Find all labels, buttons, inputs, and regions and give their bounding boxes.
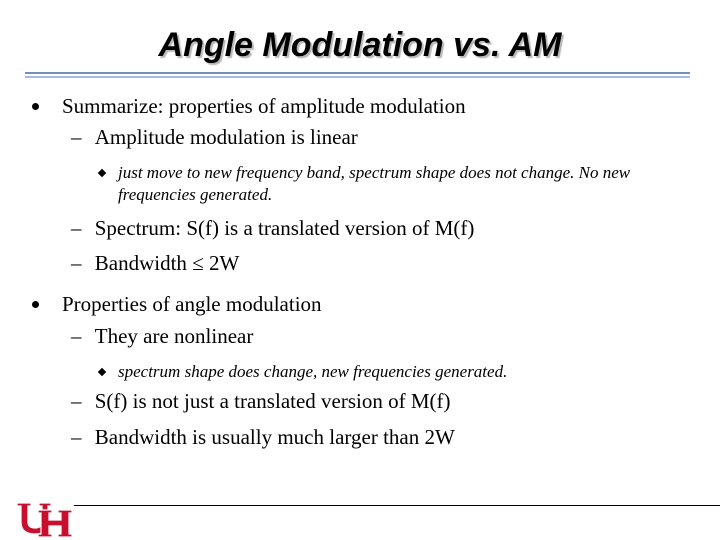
detail-text: spectrum shape does change, new frequencies generated. xyxy=(118,362,508,381)
bullet-text: Properties of angle modulation xyxy=(62,292,322,316)
sub-bullet-linear xyxy=(71,124,358,150)
dash-icon: – xyxy=(71,389,82,413)
sub-bullet-text: Amplitude modulation is linear xyxy=(94,125,358,149)
dash-icon: – xyxy=(71,425,82,449)
dash-icon: – xyxy=(71,251,82,275)
dash-icon: – xyxy=(71,324,82,348)
detail-no-new-frequencies xyxy=(118,162,658,206)
slide-title: Angle Modulation vs. AM xyxy=(158,26,562,64)
sub-bullet-text: They are nonlinear xyxy=(94,324,254,348)
bullet-angle-modulation xyxy=(62,291,322,317)
footer-divider xyxy=(74,505,720,506)
title-divider-secondary xyxy=(25,76,690,78)
uh-logo-icon xyxy=(14,497,74,540)
bullet-amplitude-modulation xyxy=(62,93,466,119)
bullet-dot-icon xyxy=(32,103,39,110)
dash-icon: – xyxy=(71,125,82,149)
sub-bullet-spectrum-nonlinear xyxy=(71,388,451,414)
sub-bullet-text: S(f) is not just a translated version of M(f) xyxy=(94,389,451,413)
sub-bullet-nonlinear xyxy=(71,323,253,349)
dash-icon: – xyxy=(71,216,82,240)
sub-bullet-text: Bandwidth ≤ 2W xyxy=(94,251,240,275)
bullet-dot-icon xyxy=(32,301,39,308)
diamond-bullet-icon xyxy=(98,368,106,376)
detail-text: just move to new frequency band, spectrum shape does not change. No new frequencies generated. xyxy=(118,163,631,204)
sub-bullet-text: Spectrum: S(f) is a translated version of M(f) xyxy=(94,216,475,240)
sub-bullet-bandwidth-large xyxy=(71,424,455,450)
title-divider xyxy=(25,72,690,74)
sub-bullet-spectrum xyxy=(71,215,474,241)
sub-bullet-bandwidth xyxy=(71,250,239,276)
detail-new-frequencies xyxy=(118,361,658,383)
bullet-text: Summarize: properties of amplitude modulation xyxy=(62,94,466,118)
diamond-bullet-icon xyxy=(98,169,106,177)
sub-bullet-text: Bandwidth is usually much larger than 2W xyxy=(94,425,455,449)
